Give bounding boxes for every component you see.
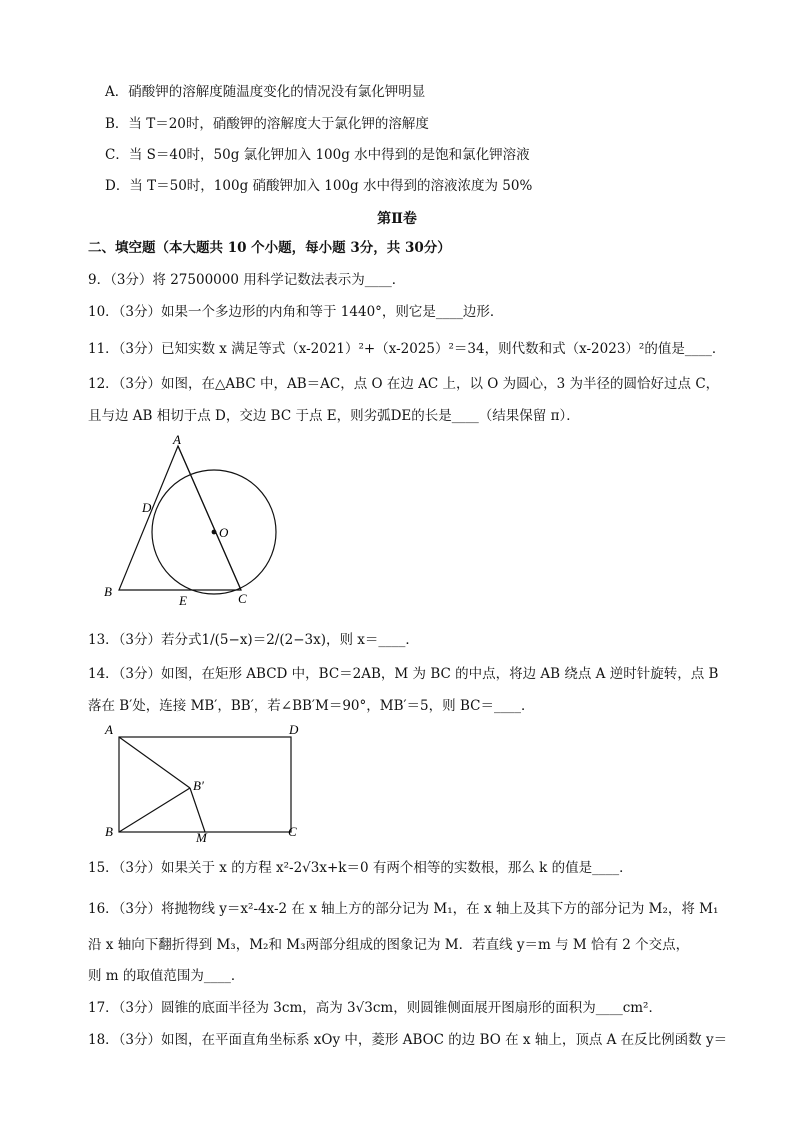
question-18: 18．（3分）如图，在平面直角坐标系 xOy 中，菱形 ABOC 的边 BO 在 x 轴上，顶点 A 在反比例函数 y＝ <box>88 1032 728 1048</box>
segment-ac <box>178 446 241 590</box>
segment-bb-prime <box>119 788 190 832</box>
label-d: D <box>289 722 299 737</box>
figure-12 <box>95 432 295 612</box>
label-a: A <box>173 432 181 447</box>
rectangle-abcd <box>119 737 291 832</box>
label-c: C <box>238 591 247 606</box>
figure-14 <box>100 720 315 845</box>
question-16-line-3: 则 m 的取值范围为____． <box>88 968 245 984</box>
label-m: M <box>196 830 207 845</box>
label-o: O <box>219 525 229 540</box>
question-10: 10．（3分）如果一个多边形的内角和等于 1440°，则它是____边形． <box>88 304 504 320</box>
option-b: B．当 T＝20时，硝酸钾的溶解度大于氯化钾的溶解度 <box>105 116 429 132</box>
question-17: 17．（3分）圆锥的底面半径为 3cm，高为 3√3cm，则圆锥侧面展开图扇形的面积为____cm²． <box>88 1000 662 1016</box>
option-a: A．硝酸钾的溶解度随温度变化的情况没有氯化钾明显 <box>105 84 426 100</box>
question-11: 11．（3分）已知实数 x 满足等式（x-2021）²+（x-2025）²＝34，则代数和式（x-2023）²的值是____． <box>88 341 726 357</box>
point-o <box>212 530 217 535</box>
label-e: E <box>179 593 187 608</box>
part-header: 二、填空题（本大题共 10 个小题，每小题 3分，共 30分） <box>88 240 451 256</box>
segment-mb-prime <box>190 788 205 832</box>
label-a: A <box>105 722 113 737</box>
label-b-prime: B′ <box>193 778 204 793</box>
question-13: 13．（3分）若分式1/(5−x)＝2/(2−3x)，则 x＝____． <box>88 632 419 648</box>
option-d: D．当 T＝50时，100g 硝酸钾加入 100g 水中得到的溶液浓度为 50% <box>105 178 533 194</box>
label-b: B <box>105 824 113 839</box>
segment-ab-prime <box>119 737 190 788</box>
label-d: D <box>142 500 152 515</box>
question-12-line-1: 12．（3分）如图，在△ABC 中，AB＝AC，点 O 在边 AC 上，以 O 为圆心，3 为半径的圆恰好过点 C， <box>88 376 720 392</box>
section-title: 第Ⅱ卷 <box>377 211 417 227</box>
question-9: 9．（3分）将 27500000 用科学记数法表示为____． <box>88 272 406 288</box>
option-c: C．当 S＝40时，50g 氯化钾加入 100g 水中得到的是饱和氯化钾溶液 <box>105 147 530 163</box>
question-14-line-2: 落在 B′处，连接 MB′，BB′，若∠BB′M＝90°，MB′＝5，则 BC＝____． <box>88 698 535 714</box>
question-16-line-1: 16．（3分）将抛物线 y＝x²-4x-2 在 x 轴上方的部分记为 M₁，在 x 轴上及其下方的部分记为 M₂，将 M₁ <box>88 901 719 917</box>
label-b: B <box>104 584 112 599</box>
question-15: 15．（3分）如果关于 x 的方程 x²-2√3x+k＝0 有两个相等的实数根，那么 k 的值是____． <box>88 860 633 876</box>
question-12-line-2: 且与边 AB 相切于点 D，交边 BC 于点 E，则劣弧DE的长是____（结果保留 π）． <box>88 408 580 424</box>
label-c: C <box>288 824 297 839</box>
question-16-line-2: 沿 x 轴向下翻折得到 M₃，M₂和 M₃两部分组成的图象记为 M．若直线 y＝m 与 M 恰有 2 个交点， <box>88 937 690 953</box>
question-14-line-1: 14．（3分）如图，在矩形 ABCD 中，BC＝2AB，M 为 BC 的中点，将边 AB 绕点 A 逆时针旋转，点 B <box>88 666 719 682</box>
triangle-abc <box>119 446 241 590</box>
